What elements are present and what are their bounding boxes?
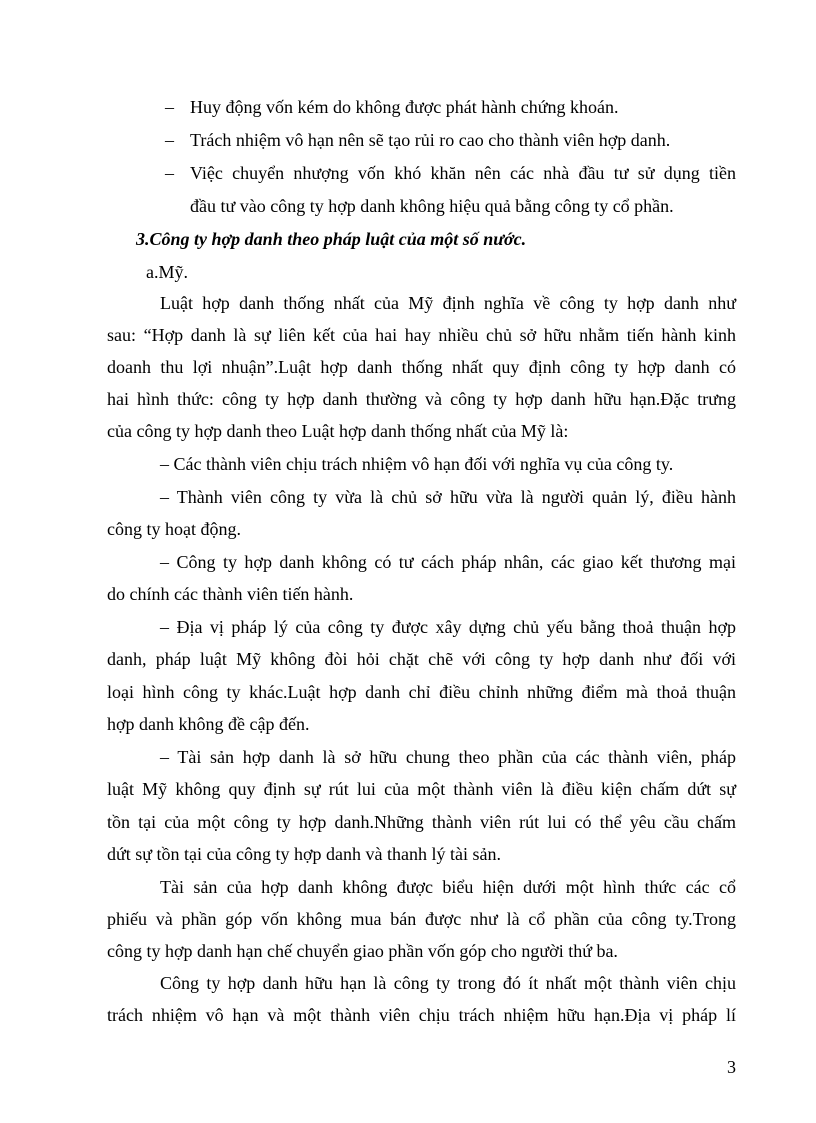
paragraph-line: tồn tại của một công ty hợp danh.Những thành viên rút lui có thể yêu cầu chấm [107,812,736,832]
paragraph-line: – Tài sản hợp danh là sở hữu chung theo phần của các thành viên, pháp [160,747,736,767]
paragraph-line: do chính các thành viên tiến hành. [107,584,354,604]
paragraph-line: Luật hợp danh thống nhất của Mỹ định nghĩa về công ty hợp danh như [160,293,736,313]
bullet-text: Huy động vốn kém do không được phát hành chứng khoán. [190,97,619,117]
paragraph-line: danh, pháp luật Mỹ không đòi hỏi chặt chẽ với công ty hợp danh như đối với [107,649,736,669]
paragraph-line: công ty hoạt động. [107,519,241,539]
paragraph-line: – Các thành viên chịu trách nhiệm vô hạn đối với nghĩa vụ của công ty. [160,454,674,474]
paragraph-line: của công ty hợp danh theo Luật hợp danh thống nhất của Mỹ là: [107,421,569,441]
paragraph-line: luật Mỹ không quy định sự rút lui của một thành viên là điều kiện chấm dứt sự [107,779,736,799]
paragraph-line: Tài sản của hợp danh không được biểu hiện dưới một hình thức các cổ [160,877,736,897]
bullet-dash: – [165,163,174,183]
paragraph-line: – Địa vị pháp lý của công ty được xây dựng chủ yếu bằng thoả thuận hợp [160,617,736,637]
bullet-dash: – [165,97,174,117]
paragraph-line: doanh thu lợi nhuận”.Luật hợp danh thống nhất quy định công ty hợp danh có [107,357,736,377]
paragraph-line: – Thành viên công ty vừa là chủ sở hữu vừa là người quản lý, điều hành [160,487,736,507]
paragraph-line: trách nhiệm vô hạn và một thành viên chịu trách nhiệm hữu hạn.Địa vị pháp lí [107,1005,736,1025]
bullet-text: Trách nhiệm vô hạn nên sẽ tạo rủi ro cao cho thành viên hợp danh. [190,130,671,150]
subsection-heading: a.Mỹ. [146,262,188,282]
page-number: 3 [727,1057,736,1077]
paragraph-line: dứt sự tồn tại của công ty hợp danh và thanh lý tài sản. [107,844,501,864]
paragraph-line: Công ty hợp danh hữu hạn là công ty trong đó ít nhất một thành viên chịu [160,973,736,993]
bullet-dash: – [165,130,174,150]
section-heading: 3.Công ty hợp danh theo pháp luật của một số nước. [136,229,527,249]
paragraph-line: phiếu và phần góp vốn không mua bán được như là cổ phần của công ty.Trong [107,909,736,929]
paragraph-line: – Công ty hợp danh không có tư cách pháp nhân, các giao kết thương mại [160,552,736,572]
paragraph-line: loại hình công ty khác.Luật hợp danh chỉ điều chỉnh những điểm mà thoả thuận [107,682,736,702]
paragraph-line: hợp danh không đề cập đến. [107,714,310,734]
bullet-text: đầu tư vào công ty hợp danh không hiệu quả bằng công ty cổ phần. [190,196,674,216]
paragraph-line: sau: “Hợp danh là sự liên kết của hai hay nhiều chủ sở hữu nhằm tiến hành kinh [107,325,736,345]
bullet-text: Việc chuyển nhượng vốn khó khăn nên các nhà đầu tư sử dụng tiền [190,163,736,183]
paragraph-line: công ty hợp danh hạn chế chuyển giao phần vốn góp cho người thứ ba. [107,941,618,961]
paragraph-line: hai hình thức: công ty hợp danh thường và công ty hợp danh hữu hạn.Đặc trưng [107,389,736,409]
